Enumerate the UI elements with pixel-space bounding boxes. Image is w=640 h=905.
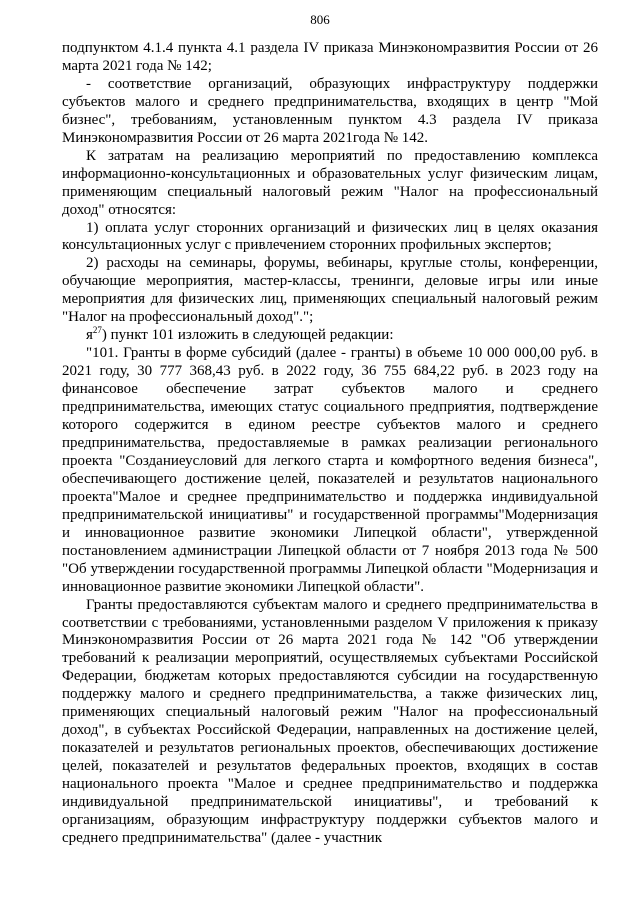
list-item: 2) расходы на семинары, форумы, вебинары, круглые столы, конференции, обучающие мероприятия, мастер-классы, тренинги, деловые игры или иные мероприятия для физических лиц, применяющих специальный налоговый режим "Налог на профессиональный доход"."; — [62, 255, 598, 326]
paragraph: К затратам на реализацию мероприятий по предоставлению комплекса информационно-консультационных и образовательных услуг физическим лицам, применяющим специальный налоговый режим "Налог на профессиональный доход" относятся: — [62, 147, 598, 218]
paragraph: подпунктом 4.1.4 пункта 4.1 раздела IV приказа Минэкономразвития России от 26 марта 2021 года № 142; — [62, 40, 598, 74]
page-number: 806 — [310, 12, 330, 27]
paragraph: Гранты предоставляются субъектам малого и среднего предпринимательства в соответствии с требованиями, установленными разделом V приложения к приказу Минэкономразвития России от 26 марта 2021 года № 142 "Об утверждении требований к реализации мероприятий, осуществляемых субъектами Российской Федерации, бюджетам которых предоставляются субсидии на государственную поддержку малого и среднего предпринимательства, а также физических лиц, применяющих специальный налоговый режим "Налог на профессиональный доход", в субъектах Российской Федерации, направленных на достижение целей, показателей и результатов региональных проектов, обеспечивающих достижение целей, показателей и результатов федеральных проектов, входящих в состав национального проекта "Малое и среднее предпринимательство и поддержка индивидуальной предпринимательской инициативы", и требований к организациям, образующим инфраструктуру поддержки субъектов малого и среднего предпринимательства" (далее - участник — [62, 596, 598, 846]
list-item: 1) оплата услуг сторонних организаций и физических лиц в целях оказания консультационных услуг с привлечением сторонних профильных экспертов; — [62, 219, 598, 254]
footnote-marker: 27 — [92, 325, 102, 336]
amendment-item — [62, 327, 598, 345]
paragraph: - соответствие организаций, образующих инфраструктуру поддержки субъектов малого и среднего предпринимательства, входящих в центр "Мой бизнес", требованиям, установленным пунктом 4.3 раздела IV приказа Минэкономразвития России от 26 марта 2021года № 142. — [62, 75, 598, 146]
paragraph: "101. Гранты в форме субсидий (далее - гранты) в объеме 10 000 000,00 руб. в 2021 году, 30 777 368,43 руб. в 2022 году, 36 755 684,22 руб. в 2023 году на финансовое обеспечение затрат субъектов малого и среднего предпринимательства, имеющих статус социального предприятия, подтверждение которого содержится в едином реестре субъектов малого и среднего предпринимательства, предоставляемые в рамках реализации регионального проекта "Созданиеусловий для легкого старта и комфортного ведения бизнеса", обеспечивающего достижение целей, показателей и результатов национального проекта"Малое и среднее предпринимательство и поддержка индивидуальной предпринимательской инициативы" и государственной программы"Модернизация и инновационное развитие экономики Липецкой области", утвержденной постановлением администрации Липецкой области от 7 ноября 2013 года № 500 "Об утверждении государственной программы Липецкой области "Модернизация и инновационное развитие экономики Липецкой области". — [62, 345, 598, 595]
item-text: ) пункт 101 изложить в следующей редакции: — [101, 327, 394, 344]
document-body — [62, 40, 598, 848]
item-letter: я — [86, 327, 93, 344]
